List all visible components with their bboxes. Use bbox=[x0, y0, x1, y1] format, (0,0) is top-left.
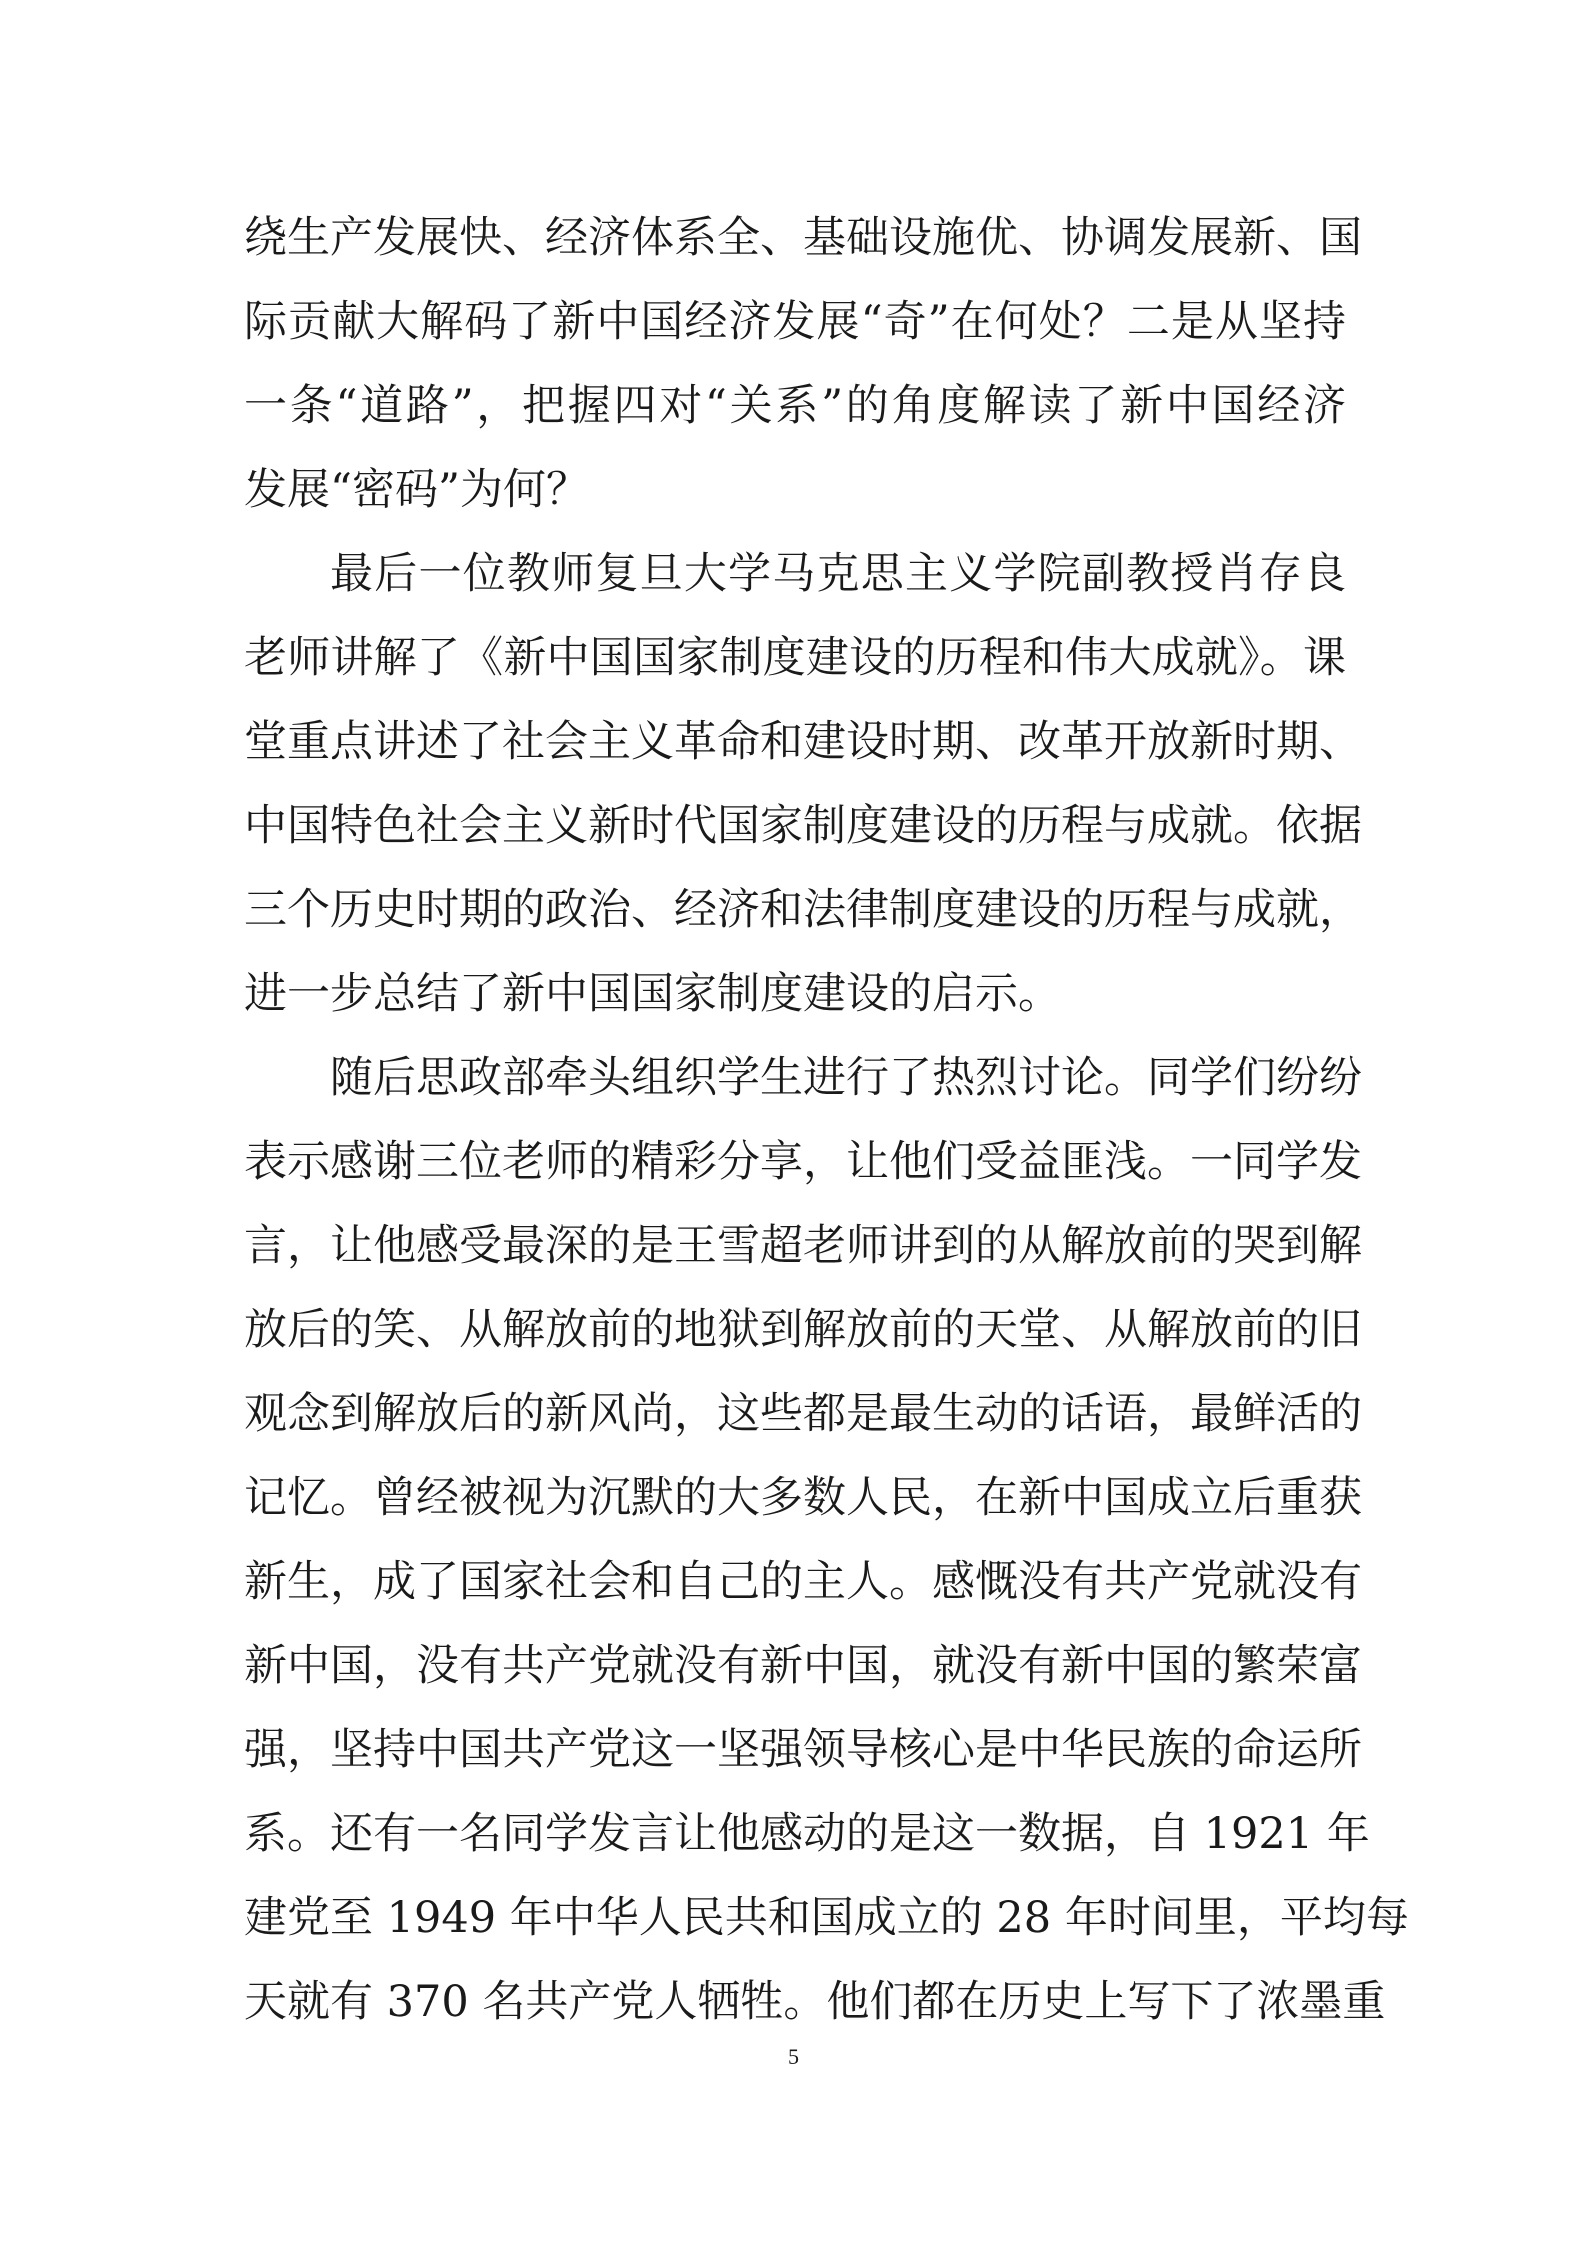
text-line: 记忆。曾经被视为沉默的大多数人民，在新中国成立后重获 bbox=[244, 1473, 1362, 1523]
text-line: 建党至 1949 年中华人民共和国成立的 28 年时间里，平均每 bbox=[244, 1893, 1409, 1943]
text-line: 绕生产发展快、经济体系全、基础设施优、协调发展新、国 bbox=[244, 213, 1362, 263]
text-line: 系。还有一名同学发言让他感动的是这一数据，自 1921 年 bbox=[244, 1809, 1370, 1859]
text-line: 观念到解放后的新风尚，这些都是最生动的话语，最鲜活的 bbox=[244, 1389, 1362, 1439]
text-line: 新中国，没有共产党就没有新中国，就没有新中国的繁荣富 bbox=[244, 1641, 1362, 1691]
paragraph-student-discussion bbox=[244, 1036, 1409, 2044]
text-line: 天就有 370 名共产党人牺牲。他们都在历史上写下了浓墨重 bbox=[244, 1977, 1386, 2027]
paragraph-institution-lecture bbox=[244, 532, 1362, 1036]
text-line: 最后一位教师复旦大学马克思主义学院副教授肖存良 bbox=[330, 549, 1346, 599]
text-line: 强，坚持中国共产党这一坚强领导核心是中华民族的命运所 bbox=[244, 1725, 1362, 1775]
text-line: 表示感谢三位老师的精彩分享，让他们受益匪浅。一同学发 bbox=[244, 1137, 1362, 1187]
text-line: 老师讲解了《新中国国家制度建设的历程和伟大成就》。课 bbox=[244, 633, 1346, 683]
paragraph-economy-continued bbox=[244, 196, 1362, 532]
text-line: 放后的笑、从解放前的地狱到解放前的天堂、从解放前的旧 bbox=[244, 1305, 1362, 1355]
text-line: 三个历史时期的政治、经济和法律制度建设的历程与成就， bbox=[244, 885, 1362, 935]
text-line: 言，让他感受最深的是王雪超老师讲到的从解放前的哭到解 bbox=[244, 1221, 1362, 1271]
text-line: 中国特色社会主义新时代国家制度建设的历程与成就。依据 bbox=[244, 801, 1362, 851]
text-line: 随后思政部牵头组织学生进行了热烈讨论。同学们纷纷 bbox=[330, 1053, 1362, 1103]
page-number: 5 bbox=[788, 2044, 799, 2069]
text-line: 堂重点讲述了社会主义革命和建设时期、改革开放新时期、 bbox=[244, 717, 1362, 767]
text-line: 新生，成了国家社会和自己的主人。感慨没有共产党就没有 bbox=[244, 1557, 1362, 1607]
text-line: 进一步总结了新中国国家制度建设的启示。 bbox=[244, 969, 1061, 1019]
text-line: 一条“道路”，把握四对“关系”的角度解读了新中国经济 bbox=[244, 381, 1346, 431]
text-line: 发展“密码”为何？ bbox=[244, 465, 589, 515]
text-line: 际贡献大解码了新中国经济发展“奇”在何处？二是从坚持 bbox=[244, 297, 1346, 347]
